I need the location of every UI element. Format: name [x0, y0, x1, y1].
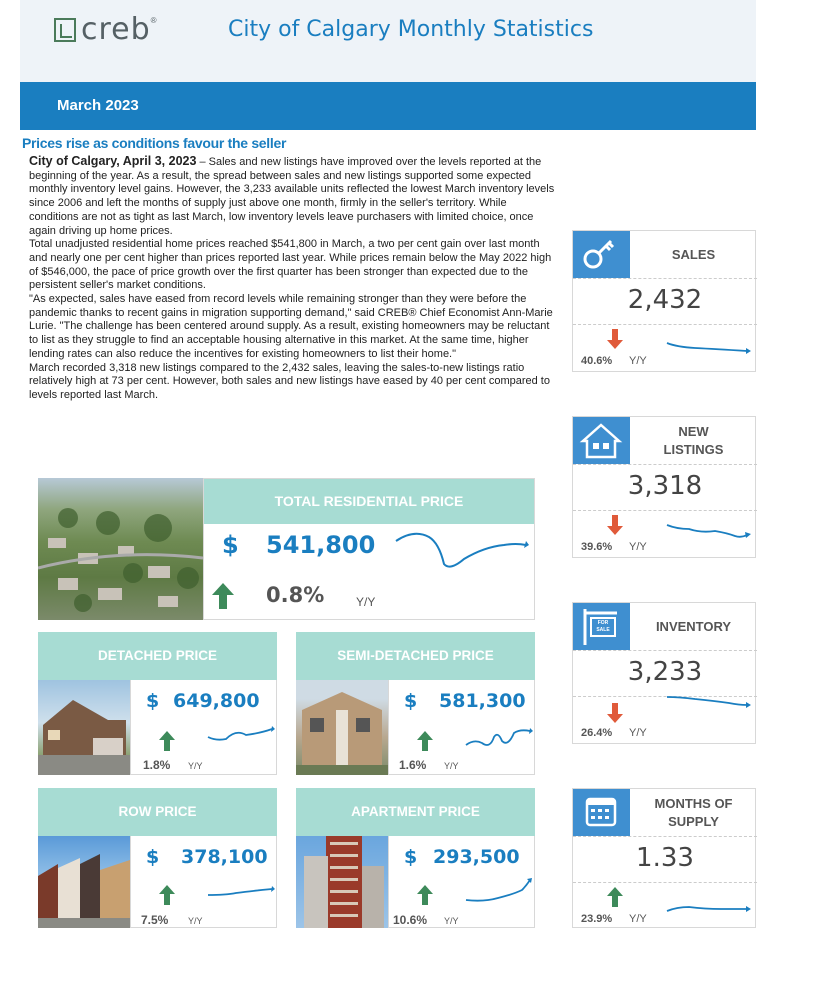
detached-trend-sparkline — [206, 725, 276, 747]
divider — [573, 278, 757, 279]
apartment-building-photo — [296, 836, 388, 928]
row-house-photo — [38, 836, 130, 928]
row-price-label: ROW PRICE — [38, 788, 277, 836]
apartment-price-currency: $ — [404, 846, 418, 868]
semi-detached-price-label: SEMI-DETACHED PRICE — [296, 632, 535, 680]
detached-house-photo — [38, 680, 130, 775]
aerial-neighbourhood-photo — [38, 478, 203, 620]
total-price-currency: $ — [222, 531, 239, 559]
row-price-body — [130, 836, 277, 928]
sales-change: 40.6% — [581, 355, 613, 367]
paragraph-1 — [29, 155, 559, 238]
row-change: 7.5% — [141, 913, 169, 927]
new-listings-value: 3,318 — [627, 471, 703, 501]
apartment-change: 10.6% — [393, 913, 428, 927]
divider — [573, 510, 757, 511]
detached-price-body — [130, 680, 277, 775]
total-price-value: 541,800 — [266, 531, 376, 559]
months-of-supply-card — [572, 788, 756, 928]
inventory-change: 26.4% — [581, 727, 613, 739]
house-icon — [573, 417, 630, 464]
row-trend-sparkline — [206, 881, 276, 903]
detached-period: Y/Y — [188, 761, 203, 771]
row-price-value: 378,100 — [181, 846, 268, 868]
header-bar — [20, 0, 756, 82]
months-of-supply-period: Y/Y — [629, 913, 647, 925]
key-icon — [573, 231, 630, 278]
apartment-price-value: 293,500 — [433, 846, 520, 868]
for-sale-sign-icon — [573, 603, 630, 650]
total-price-up-arrow-icon — [212, 583, 234, 609]
inventory-period: Y/Y — [629, 727, 647, 739]
total-price-period: Y/Y — [356, 595, 376, 609]
sales-label: SALES — [671, 246, 716, 262]
month-bar — [20, 82, 756, 130]
detached-price-currency: $ — [146, 690, 160, 712]
semi-detached-up-arrow-icon — [417, 731, 433, 751]
total-residential-price-label: TOTAL RESIDENTIAL PRICE — [204, 479, 534, 524]
for-sale-sign-text: FOR SALE — [596, 620, 610, 633]
row-period: Y/Y — [188, 916, 203, 926]
calendar-icon — [573, 789, 630, 836]
divider — [573, 836, 757, 837]
sales-trend-sparkline — [665, 339, 753, 357]
semi-detached-price-currency: $ — [404, 690, 418, 712]
detached-price-value: 649,800 — [173, 690, 260, 712]
headline: Prices rise as conditions favour the seller — [22, 135, 287, 151]
semi-detached-change: 1.6% — [399, 758, 427, 772]
sales-down-arrow-icon — [607, 329, 623, 349]
detached-price-label: DETACHED PRICE — [38, 632, 277, 680]
new-listings-label: NEW LISTINGS — [663, 423, 724, 457]
detached-change: 1.8% — [143, 758, 171, 772]
creb-logo-icon — [54, 18, 76, 42]
logo-registered-mark: ® — [150, 16, 157, 25]
apartment-price-body — [388, 836, 535, 928]
new-listings-trend-sparkline — [665, 521, 753, 541]
sales-card — [572, 230, 756, 372]
divider — [573, 464, 757, 465]
semi-detached-price-value: 581,300 — [439, 690, 526, 712]
new-listings-down-arrow-icon — [607, 515, 623, 535]
apartment-period: Y/Y — [444, 916, 459, 926]
row-up-arrow-icon — [159, 885, 175, 905]
new-listings-change: 39.6% — [581, 541, 613, 553]
new-listings-card — [572, 416, 756, 558]
divider — [573, 324, 757, 325]
semi-detached-trend-sparkline — [464, 725, 534, 751]
row-price-currency: $ — [146, 846, 160, 868]
sales-period: Y/Y — [629, 355, 647, 367]
article-body — [29, 155, 559, 403]
paragraph-1-text: – Sales and new listings have improved over the levels reported at the beginning of the year. As a result, the spread between sales and new listings supported some expected monthly inventory level gains. However, the 3,233 available units reflected the lowest March inventory levels since 2006 and left the months of supply just above one month, firmly in the seller's territory. While conditions are not as tight as last March, low inventory levels leave purchasers with limited choice, once again driving up home prices. — [29, 156, 555, 237]
paragraph-2: Total unadjusted residential home prices reached $541,800 in March, a two per cent gain over last month and nearly one per cent higher than prices reported last year. While prices remain below the May 2022 high of $546,000, the pace of price growth over the first quarter has been stronger than expected due to the persistent seller's market conditions. — [29, 238, 552, 292]
months-of-supply-up-arrow-icon — [607, 887, 623, 907]
semi-detached-price-body — [388, 680, 535, 775]
new-listings-period: Y/Y — [629, 541, 647, 553]
total-residential-price-card — [203, 478, 535, 620]
inventory-trend-sparkline — [665, 693, 753, 713]
dateline: City of Calgary, April 3, 2023 — [29, 154, 197, 168]
inventory-down-arrow-icon — [607, 703, 623, 723]
paragraph-4: March recorded 3,318 new listings compared to the 2,432 sales, leaving the sales-to-new listings ratio relatively high at 73 per cent. However, both sales and new listings have eased by 40 per cent compared to levels reported last March. — [29, 361, 550, 401]
paragraph-3: "As expected, sales have eased from record levels while remaining stronger than they were before the pandemic thanks to recent gains in migration supporting demand," said CREB® Chief Economist Ann-Marie Lurie. "The challenge has been centered around supply. As a result, existing homeowners may be reluctant to list as they struggle to find an acceptable housing alternative in this market. At the same time, higher lending rates can also reduce the incentives for existing homeowners to list their home." — [29, 293, 553, 360]
total-price-change: 0.8% — [266, 583, 325, 607]
total-price-trend-sparkline — [394, 529, 529, 574]
inventory-label: INVENTORY — [655, 618, 732, 634]
detached-up-arrow-icon — [159, 731, 175, 751]
apartment-price-label: APARTMENT PRICE — [296, 788, 535, 836]
months-of-supply-trend-sparkline — [665, 901, 753, 917]
logo-text: creb — [81, 12, 151, 47]
inventory-card — [572, 602, 756, 744]
semi-detached-period: Y/Y — [444, 761, 459, 771]
report-month: March 2023 — [57, 97, 139, 114]
months-of-supply-change: 23.9% — [581, 913, 613, 925]
creb-logo — [54, 12, 157, 47]
page-title: City of Calgary Monthly Statistics — [228, 17, 594, 42]
semi-detached-house-photo — [296, 680, 388, 775]
divider — [573, 650, 757, 651]
months-of-supply-label: MONTHS OF SUPPLY — [654, 795, 733, 829]
apartment-up-arrow-icon — [417, 885, 433, 905]
divider — [573, 882, 757, 883]
sales-value: 2,432 — [627, 285, 703, 315]
inventory-value: 3,233 — [627, 657, 703, 687]
apartment-trend-sparkline — [464, 876, 534, 906]
months-of-supply-value: 1.33 — [636, 843, 694, 873]
